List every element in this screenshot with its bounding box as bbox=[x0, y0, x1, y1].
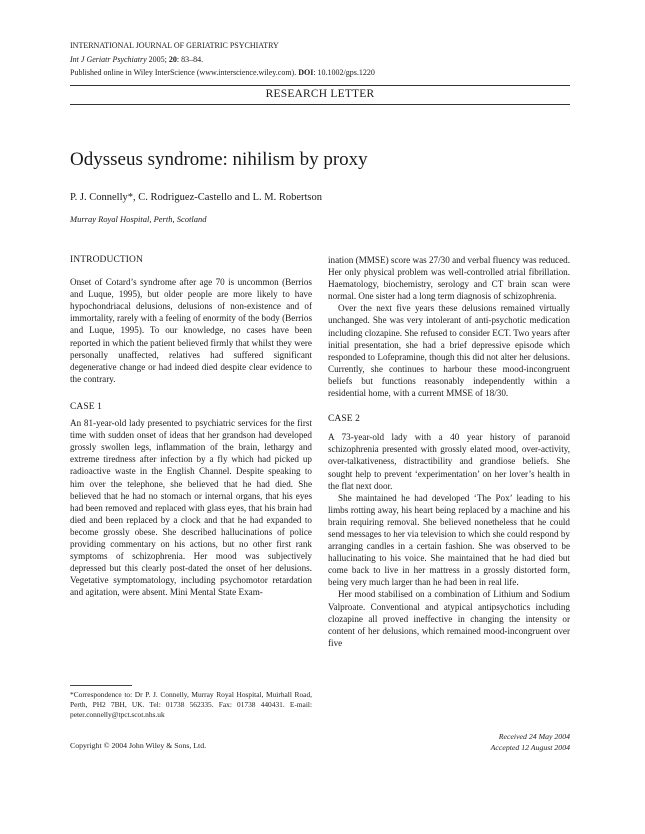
citation-volume: 20 bbox=[168, 55, 177, 64]
copyright-notice: Copyright © 2004 John Wiley & Sons, Ltd. bbox=[70, 741, 207, 750]
citation-pages: : 83–84. bbox=[176, 55, 204, 64]
received-date: Received 24 May 2004 bbox=[498, 732, 570, 741]
article-title: Odysseus syndrome: nihilism by proxy bbox=[70, 149, 368, 170]
article-authors: P. J. Connelly*, C. Rodriguez-Castello and L. M. Robertson bbox=[70, 192, 322, 203]
published-online-line bbox=[70, 67, 375, 79]
case1-heading: CASE 1 bbox=[70, 401, 103, 412]
header-rule-bottom bbox=[70, 104, 570, 105]
footnote-rule bbox=[70, 685, 132, 686]
section-label: RESEARCH LETTER bbox=[265, 88, 375, 100]
citation-year: 2005; bbox=[148, 55, 167, 64]
case1-followup: Over the next five years these delusions remained virtually unchanged. She was very intolerant of anti-psychotic medication including clozapine. She refused to consider ECT. Two years after initial presentation, she had a brief depressive episode which responded to Lofepramine, though this did not alter her delusions. Currently, she continues to harbour these mood-incongruent beliefs but functions reasonably independently within a residential home, with a current MMSE of 18/30. bbox=[328, 303, 570, 399]
journal-name: INTERNATIONAL JOURNAL OF GERIATRIC PSYCHIATRY bbox=[70, 41, 279, 50]
doi-label: DOI bbox=[298, 68, 314, 77]
case2-heading: CASE 2 bbox=[328, 414, 361, 425]
intro-heading: INTRODUCTION bbox=[70, 255, 143, 265]
published-online-text: Published online in Wiley InterScience (www.interscience.wiley.com). bbox=[70, 68, 297, 77]
header-rule-top bbox=[70, 85, 570, 86]
case1-continuation: ination (MMSE) score was 27/30 and verbal fluency was reduced. Her only physical problem was well-controlled atrial fibrillation. Haematology, biochemistry, serology and CT brain scan were normal. One sister had a long term diagnosis of schizophrenia. bbox=[328, 255, 570, 302]
case2-paragraph-1: A 73-year-old lady with a 40 year history of paranoid schizophrenia presented with grossly elated mood, over-activity, over-talkativeness, distractibility and grandiose beliefs. She sought help to prevent ‘experimentation’ on her lover’s health in the flat next door. bbox=[328, 432, 570, 491]
case1-paragraph: An 81-year-old lady presented to psychiatric services for the first time with sudden onset of ideas that her grandson had developed grossly swollen legs, inflammation of the brain, lethargy and extreme tiredness after infection by a fly which had picked up radioactive waste in the English Channel. Despite speaking to him over the telephone, she believed that he had died. She believed that he had no stomach or internal organs, that his eyes had been removed and replaced with glass eyes, that his brain had died and been replaced by a clock and that he had expanded to become grossly obese. She described hallucinations of police providing commentary on his actions, but no other first rank symptoms of schizophrenia. Her mood was subjectively depressed but this clearly post-dated the onset of her delusions. Vegetative symptomatology, including psychomotor retardation and agitation, were absent. Mini Mental State Exam- bbox=[70, 418, 312, 598]
author-affiliation: Murray Royal Hospital, Perth, Scotland bbox=[70, 214, 207, 224]
case2-paragraph-2: She maintained he had developed ‘The Pox’ leading to his limbs rotting away, his heart being replaced by a machine and his brain requiring removal. She believed nonetheless that he could send messages to her via television to which she could respond by arranging candles in a certain fashion. She was observed to be hallucinating to his voice. She maintained that he had died but come back to live in her mattress in a grossly distorted form, being very much larger than he had been in real life. bbox=[328, 492, 570, 588]
citation-abbrev: Int J Geriatr Psychiatry bbox=[70, 55, 147, 64]
left-column bbox=[70, 254, 312, 598]
case2-paragraph-3: Her mood stabilised on a combination of Lithium and Sodium Valproate. Conventional and atypical antipsychotics including clozapine all proved ineffective in changing the intensity or content of her delusions, which remained mood-incongruent over five bbox=[328, 589, 570, 648]
intro-paragraph: Onset of Cotard’s syndrome after age 70 is uncommon (Berrios and Luque, 1995), but older people are more likely to have hypochondriacal delusions, delusions of non-existence and of immortality, rarely with a feeling of enormity of the body (Berrios and Luque, 1995). To our knowledge, no cases have been reported in which the patient believed firmly that whilst they were personally unaffected, relatives had suffered significant degenerative change or had indeed died despite clear evidence to the contrary. bbox=[70, 277, 312, 384]
correspondence-footnote: *Correspondence to: Dr P. J. Connelly, Murray Royal Hospital, Muirhall Road, Perth, PH2 7BH, UK. Tel: 01738 562335. Fax: 01738 440431. E-mail: peter.connelly@tpct.scot.nhs.uk bbox=[70, 690, 312, 719]
accepted-date: Accepted 12 August 2004 bbox=[490, 743, 570, 752]
received-dates bbox=[491, 731, 570, 753]
citation-line bbox=[70, 54, 203, 66]
doi-value: : 10.1002/gps.1220 bbox=[313, 68, 375, 77]
right-column bbox=[328, 254, 570, 649]
